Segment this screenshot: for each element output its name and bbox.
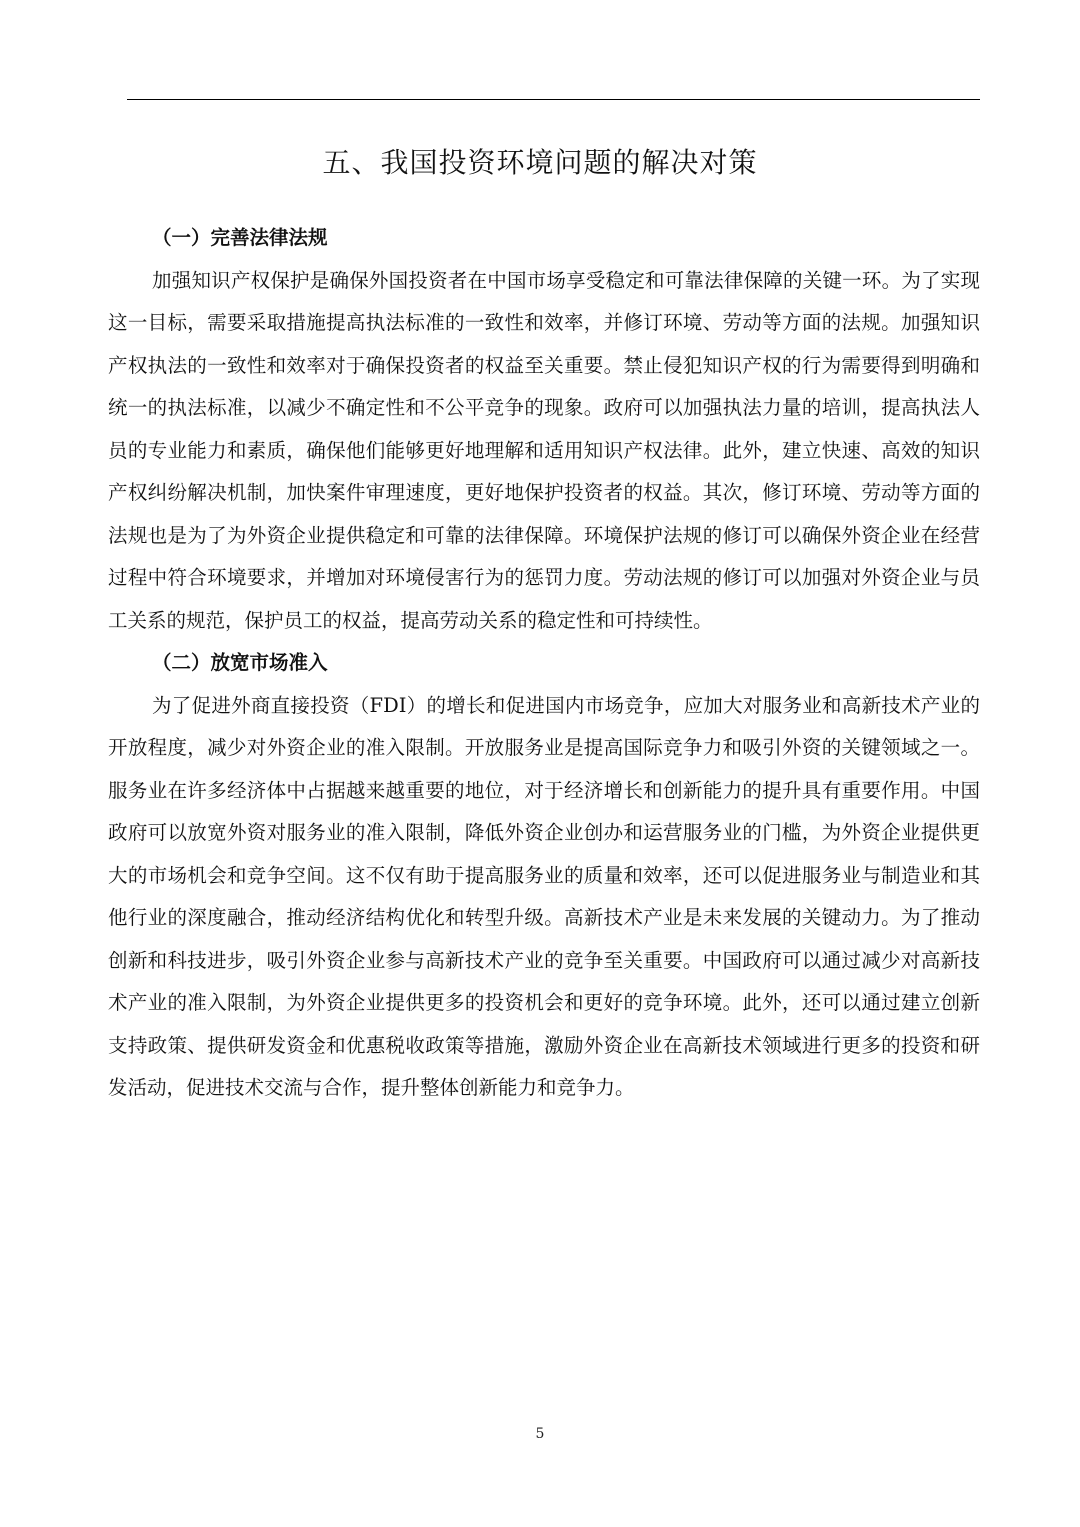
header-rule xyxy=(127,99,980,100)
section-paragraph-market-access: 为了促进外商直接投资（FDI）的增长和促进国内市场竞争，应加大对服务业和高新技术产业的开放程度，减少对外资企业的准入限制。开放服务业是提高国际竞争力和吸引外资的关键领域之一。服务业在许多经济体中占据越来越重要的地位，对于经济增长和创新能力的提升具有重要作用。中国政府可以放宽外资对服务业的准入限制，降低外资企业创办和运营服务业的门槛，为外资企业提供更大的市场机会和竞争空间。这不仅有助于提高服务业的质量和效率，还可以促进服务业与制造业和其他行业的深度融合，推动经济结构优化和转型升级。高新技术产业是未来发展的关键动力。为了推动创新和科技进步，吸引外资企业参与高新技术产业的竞争至关重要。中国政府可以通过减少对高新技术产业的准入限制，为外资企业提供更多的投资机会和更好的竞争环境。此外，还可以通过建立创新支持政策、提供研发资金和优惠税收政策等措施，激励外资企业在高新技术领域进行更多的投资和研发活动，促进技术交流与合作，提升整体创新能力和竞争力。 xyxy=(108,693,980,1099)
page-number: 5 xyxy=(535,1426,545,1442)
body-content xyxy=(108,217,980,1110)
section-heading-market-access: （二）放宽市场准入 xyxy=(152,651,328,674)
chapter-title: 五、我国投资环境问题的解决对策 xyxy=(322,146,758,179)
section-heading-legal: （一）完善法律法规 xyxy=(152,226,328,249)
section-paragraph-legal: 加强知识产权保护是确保外国投资者在中国市场享受稳定和可靠法律保障的关键一环。为了实现这一目标，需要采取措施提高执法标准的一致性和效率，并修订环境、劳动等方面的法规。加强知识产权执法的一致性和效率对于确保投资者的权益至关重要。禁止侵犯知识产权的行为需要得到明确和统一的执法标准，以减少不确定性和不公平竞争的现象。政府可以加强执法力量的培训，提高执法人员的专业能力和素质，确保他们能够更好地理解和适用知识产权法律。此外，建立快速、高效的知识产权纠纷解决机制，加快案件审理速度，更好地保护投资者的权益。其次，修订环境、劳动等方面的法规也是为了为外资企业提供稳定和可靠的法律保障。环境保护法规的修订可以确保外资企业在经营过程中符合环境要求，并增加对环境侵害行为的惩罚力度。劳动法规的修订可以加强对外资企业与员工关系的规范，保护员工的权益，提高劳动关系的稳定性和可持续性。 xyxy=(108,268,980,632)
